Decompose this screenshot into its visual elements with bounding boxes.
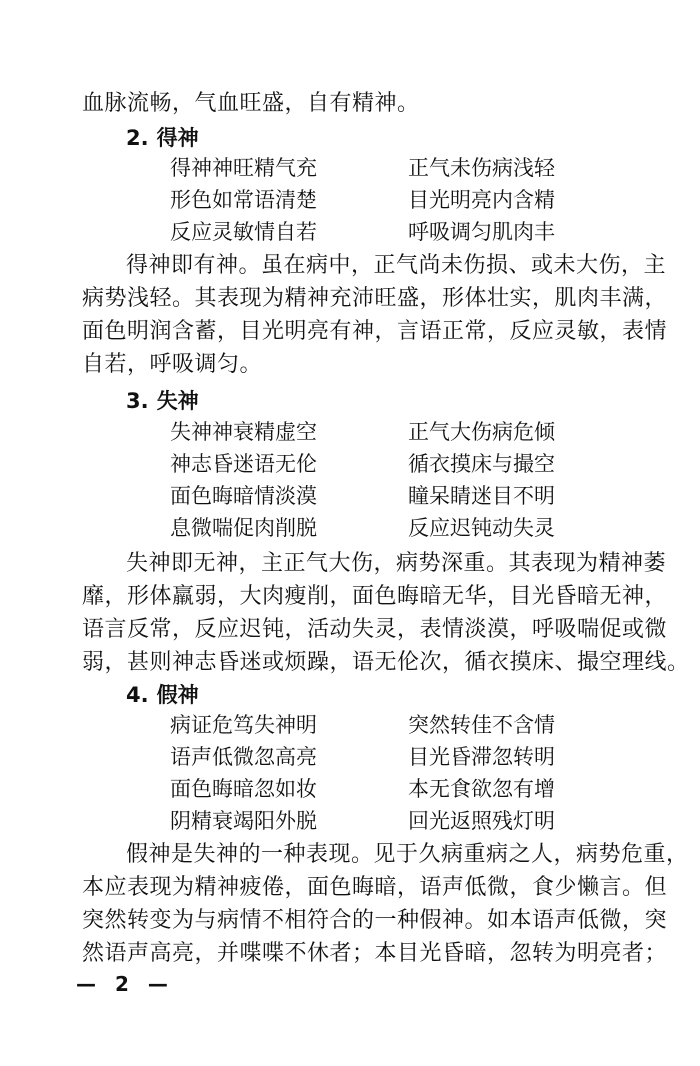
verse-right: 回光返照残灯明 <box>408 809 555 833</box>
verse-left: 形色如常语清楚 <box>170 188 317 212</box>
verse-row <box>170 709 610 741</box>
verse-right: 瞳呆睛迷目不明 <box>408 484 555 508</box>
verse-left: 息微喘促肉削脱 <box>170 516 317 540</box>
verse-left: 语声低微忽高亮 <box>170 745 317 769</box>
verse-row <box>170 448 610 480</box>
verse-row <box>170 805 610 837</box>
section-number: 4. <box>126 683 149 707</box>
verse-right: 反应迟钝动失灵 <box>408 516 555 540</box>
verse-left: 神志昏迷语无伦 <box>170 452 317 476</box>
verse-left: 反应灵敏情自若 <box>170 220 317 244</box>
verse-left: 病证危笃失神明 <box>170 713 317 737</box>
paragraph-line: 病势浅轻。其表现为精神充沛旺盛，形体壮实，肌肉丰满， <box>82 286 668 311</box>
verse-row <box>170 480 610 512</box>
paragraph-line: 得神即有神。虽在病中，正气尚未伤损、或未大伤，主 <box>126 253 667 278</box>
section-title: 假神 <box>156 682 199 707</box>
verse-right: 正气大伤病危倾 <box>408 420 555 444</box>
verse-right: 突然转佳不含情 <box>408 713 555 737</box>
verse-left: 阴精衰竭阳外脱 <box>170 809 317 833</box>
verse-right: 本无食欲忽有增 <box>408 777 555 801</box>
paragraph-line: 弱，甚则神志昏迷或烦躁，语无伦次，循衣摸床、撮空理线。 <box>82 650 690 675</box>
paragraph-line: 本应表现为精神疲倦，面色晦暗，语声低微，食少懒言。但 <box>82 875 668 900</box>
paragraph-line: 然语声高亮，并喋喋不休者；本目光昏暗，忽转为明亮者； <box>82 941 668 966</box>
paragraph-line: 语言反常，反应迟钝，活动失灵，表情淡漠，呼吸喘促或微 <box>82 617 668 642</box>
verse-right: 目光昏滞忽转明 <box>408 745 555 769</box>
verse-right: 目光明亮内含精 <box>408 188 555 212</box>
section-title: 失神 <box>156 388 199 413</box>
paragraph-line: 自若，呼吸调匀。 <box>82 352 263 377</box>
verse-row <box>170 773 610 805</box>
verse-row <box>170 184 610 216</box>
verse-row <box>170 512 610 544</box>
verse-right: 循衣摸床与撮空 <box>408 452 555 476</box>
section-number: 2. <box>126 126 149 150</box>
verse-row <box>170 216 610 248</box>
verse-row <box>170 416 610 448</box>
verse-right: 正气未伤病浅轻 <box>408 156 555 180</box>
section-heading-3 <box>126 386 199 416</box>
verse-row <box>170 741 610 773</box>
section-number: 3. <box>126 389 149 413</box>
section-heading-2 <box>126 123 199 153</box>
paragraph-line: 假神是失神的一种表现。见于久病重病之人，病势危重， <box>126 842 689 867</box>
paragraph-line: 失神即无神，主正气大伤，病势深重。其表现为精神萎 <box>126 551 667 576</box>
verse-row <box>170 152 610 184</box>
section-heading-4 <box>126 680 199 710</box>
verse-left: 面色晦暗情淡漠 <box>170 484 317 508</box>
section-title: 得神 <box>156 125 199 150</box>
paragraph-line: 靡，形体羸弱，大肉瘦削，面色晦暗无华，目光昏暗无神， <box>82 584 668 609</box>
verse-left: 面色晦暗忽如妆 <box>170 777 317 801</box>
verse-left: 失神神衰精虚空 <box>170 420 317 444</box>
opening-line: 血脉流畅，气血旺盛，自有精神。 <box>82 91 420 116</box>
verse-right: 呼吸调匀肌肉丰 <box>408 220 555 244</box>
verse-left: 得神神旺精气充 <box>170 156 317 180</box>
paragraph-line: 突然转变为与病情不相符合的一种假神。如本语声低微，突 <box>82 908 668 933</box>
paragraph-line: 面色明润含蓄，目光明亮有神，言语正常，反应灵敏，表情 <box>82 319 668 344</box>
page-number: — 2 — <box>76 972 174 996</box>
